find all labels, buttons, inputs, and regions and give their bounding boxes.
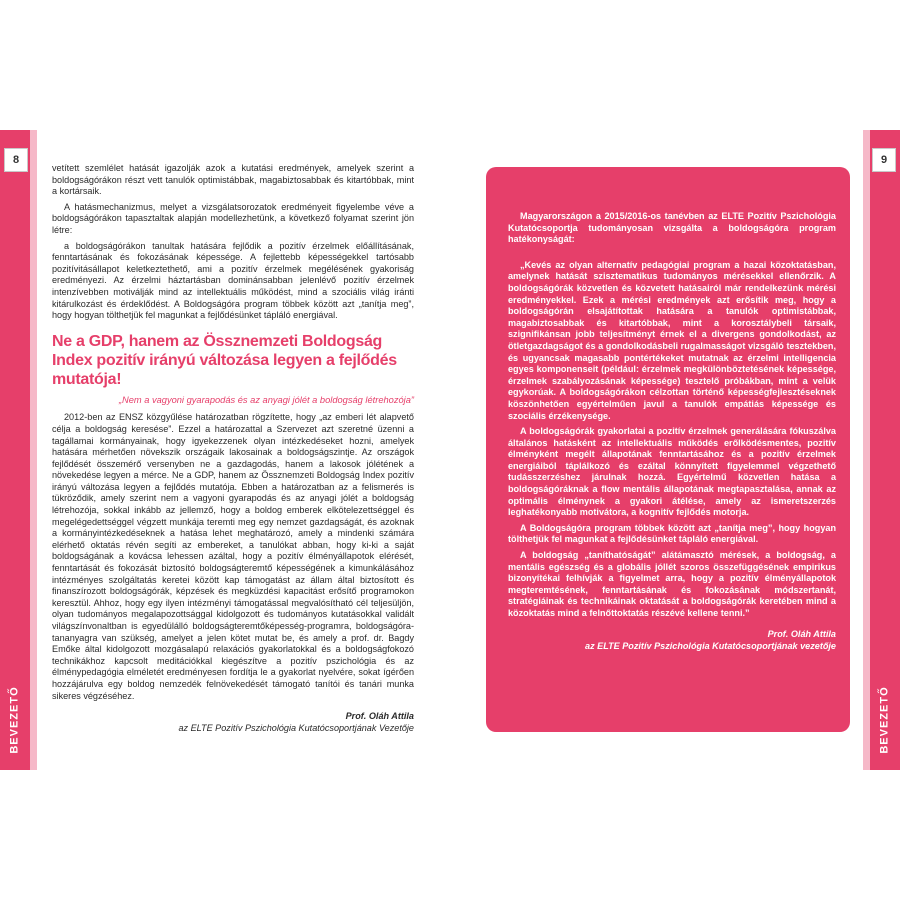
signature-name: Prof. Oláh Attila — [345, 711, 414, 722]
intro-paragraph: vetített szemlélet hatását igazolják azok a kutatási eredmények, amelyek szerint a boldogságórákon részt vett tanulók optimistábbak, magabiztosabbak és kitartóbbak, mint a kortársaik. — [52, 163, 414, 197]
intro-paragraph: a boldogságórákon tanultak hatására fejlődik a pozitív érzelmek előállításának, fenntartásának és fokozásának képessége. A fejlettebb képességekkel tartósabb pozitívitásállapot keletkeztethető, ami a pozitív érzelmek megélésének gyakoriság eredményezi. Az érzelmi háztartásban dominánsabban jelenlévő pozitív érzelmek intenzívebben motiválják mind az intellektuális működést, mind a szociális világ iránti kitárulkozást és érdeklődést. A Boldogságóra program többek között azt „tanítja meg”, hogy hogyan tölthetjük fel magunkat a fejlődésünket tápláló energiával. — [52, 240, 414, 321]
left-page-sidebar — [0, 130, 30, 770]
signature-name: Prof. Oláh Attila — [767, 628, 836, 639]
section-subtitle: „Nem a vagyoni gyarapodás és az anyagi jólét a boldogság létrehozója” — [118, 394, 414, 405]
intro-paragraph: A hatásmechanizmus, melyet a vizsgálatsorozatok eredményeit figyelembe véve a boldogságórákon tapasztaltak alapján modellezhetünk, a következő folyamat szerint jön létre: — [52, 201, 414, 235]
quote-lead: Magyarországon a 2015/2016-os tanévben az ELTE Pozitív Pszichológia Kutatócsoportja tudományosan vizsgálta a boldogságóra program hatékonyságát: — [508, 211, 836, 245]
page-number-right: 9 — [872, 148, 896, 172]
right-signature — [508, 628, 836, 652]
body-paragraph: 2012-ben az ENSZ közgyűlése határozatban rögzítette, hogy „az emberi lét alapvető célja a boldogság keresése”. Ezzel a határozattal a Szervezet azt szeretné üzenni a tagállamai kormányainak, hogy igyekezzenek olyan intézkedéseket hozni, amelyek hatására mérhetően növekszik országaik lakosainak a boldogságszintje. Az országok fejlődését összemérő versenyben ne a gazdagodás, hanem a lakosok jólétének a növekedése legyen a mérce. Ne a GDP, hanem az Össznemzeti Boldogság Index pozitív irányú változása legyen a fejlődés mutatója. Ebben a határozatban az a felismerés is tükröződik, amely szerint nem a vagyoni gyarapodás és az anyagi jólét a boldogság létrehozója, sokkal inkább az jellemző, hogy a boldog emberek elkötelezettséggel és megelégedettséggel végzett munkája teremti meg egy nemzet gazdagságát, és azoknak a kormányintézkedéseknek a hatása lehet meghatározó, amely a mindenki számára elérhető oktatás révén segíti az embereket, a tanulókat abban, hogy ki-ki a saját boldogságának a kovácsa lehessen azáltal, hogy a pozitív élményállapotok elérését, fenntartását és fokozását biztosító boldogságteremtő képességének a kimunkálásához intézményes szolgáltatás keretei között kap támogatást az állam által biztosított és finanszírozott boldogságórák, képzések és megküzdési kapacitást erősítő programokon keresztül. Ahhoz, hogy egy ilyen intézményi támogatással megvalósítható cél teljesüljön, olyan tudományos megalapozottsággal kidolgozott és tudományos kutatásokkal validált világszínvonaltban is egyedülálló boldogságteremtőképesség-programra, boldogságóra-tananyagra van szükség, amelyet a jelen kötet mutat be, és amely a prof. dr. Bagdy Emőke által kidolgozott mozgásalapú relaxációs gyakorlatokkal és a boldogságfokozó technikákhoz kapcsolt meditációkkal kiegészítve a pozitív pszichológia és az élménypedagógia elméletét eredményesen fordítja le a gyakorlat nyelvére, sokat ígérően hozzájárulva egy boldog nemzedék felnövekedését támogató tanítói és tanári munka sikeres végzéséhez. — [52, 412, 414, 701]
section-heading: Ne a GDP, hanem az Össznemzeti Boldogság Index pozitív irányú változása legyen a fejlődés mutatója! — [52, 332, 397, 388]
quote-paragraph: A boldogságórák gyakorlatai a pozitív érzelmek generálására fókuszálva általános hatásként az intellektuális működés erőlködésmentes, pozitív élményként megélt állapotának fenntartásához és a pozitív érzelmek energiáiból táplálkozó és ezáltal könnyített figyelemmel végzethető tudásszerzéshez járulnak hozzá. Egyértelmű közvetlen hatása a boldogságóráknak a flow mentális állapotának megtapasztalása, annak az optimális élménynek a gyakori átélése, amely az ismeretszerzés leghatékonyabb motivátora, a kognitív fejlődés motorja. — [508, 426, 836, 518]
signature-title: az ELTE Pozitív Pszichológia Kutatócsoportjának Vezetője — [178, 723, 414, 734]
left-page-content — [52, 163, 414, 734]
signature-title: az ELTE Pozitív Pszichológia Kutatócsoportjának vezetője — [585, 640, 836, 651]
quote-paragraph: A boldogság „taníthatóságát” alátámasztó mérések, a boldogság, a mentális egészség és a globális jóllét szoros összefüggésének empirikus bizonyítékai felhívják a figyelmet arra, hogy a pozitív élményállapotok megteremtésének, fenntartásának és fokozásának módszertanát, stratégiáinak és technikáinak oktatását a boldogságórák keretében mind a közoktatás mind a felnőttoktatás részévé kellene tenni.” — [508, 550, 836, 618]
page-number-left: 8 — [4, 148, 28, 172]
section-label-right: BEVEZETŐ — [879, 686, 892, 754]
left-signature — [52, 710, 414, 734]
left-page-stripe — [30, 130, 37, 770]
quote-paragraph: „Kevés az olyan alternatív pedagógiai program a hazai közoktatásban, amelynek hatását szisztematikus tudományos mérésekkel ellenőrzik. A boldogságórák közvetlen és közvetett hatásairól már rendelkezünk mérési eredményekkel. Ezek a mérési eredmények azt erősítik meg, hogy a boldogságórán elsajátítottak hatására a tanulók optimistábbak, magabiztosabbak és kitartóbbak, mint a korosztálybeli társaik, szignifikánsan jobb teljesítményt érnek el a divergens gondolkodást, az ötletgazdagságot és a gondolkodásbeli rugalmasságot vizsgáló tesztekben, és ugyancsak magasabb pontértékeket mutatnak az érzelmi intelligencia egyes komponenseit (például: érzelmek megkülönböztetésének képessége, érzelmek szabályozásának képessége) tesztelő próbákban, mint a velük egykorúak. A boldogságórákon célzottan történő képességfejlesztéseknek köszönhetően egyértelműen javul a tanulók empátiás képessége és szociális érzékenysége. — [508, 259, 836, 421]
right-page-stripe — [863, 130, 870, 770]
right-page-sidebar — [870, 130, 900, 770]
quote-box-content — [508, 211, 836, 652]
section-label-left: BEVEZETŐ — [9, 686, 22, 754]
quote-paragraph: A Boldogságóra program többek között azt „tanítja meg”, hogy hogyan tölthetjük fel magunkat a fejlődésünket tápláló energiával. — [508, 522, 836, 545]
